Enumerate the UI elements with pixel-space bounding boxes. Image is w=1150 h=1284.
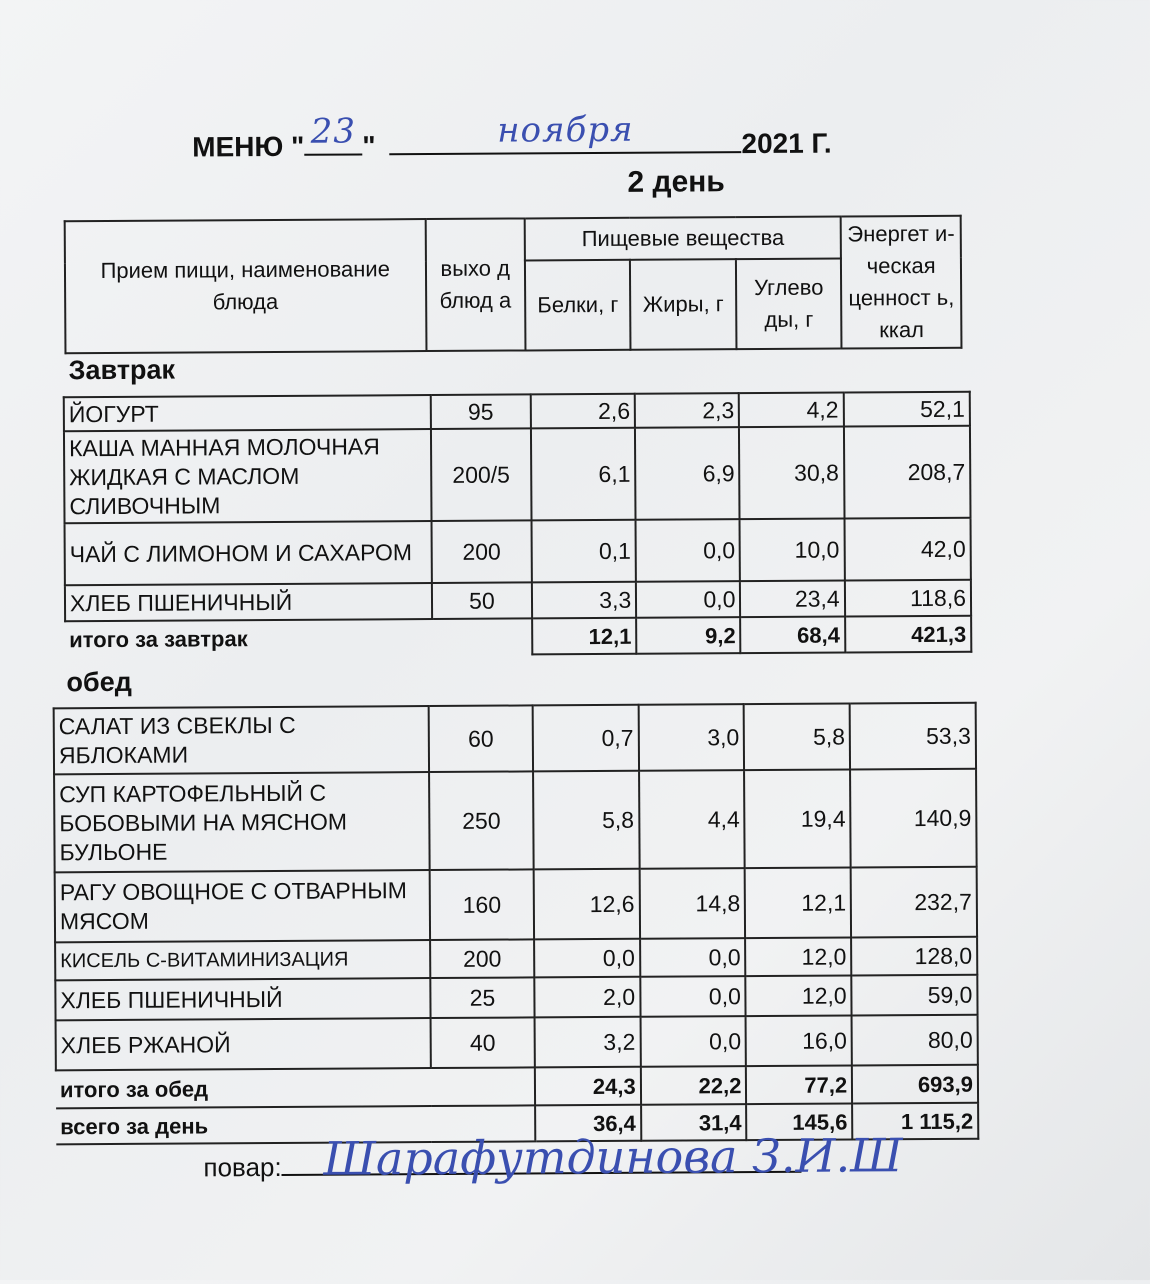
dish-protein: 0,0 [534, 939, 640, 978]
day-total-fat: 31,4 [641, 1104, 747, 1141]
col-protein: Белки, г [525, 260, 631, 351]
dish-protein: 5,8 [533, 771, 639, 870]
dish-fat: 0,0 [640, 1016, 746, 1067]
total-fat: 9,2 [636, 617, 740, 654]
table-row [55, 937, 977, 981]
date-month-handwritten: ноября [497, 109, 634, 151]
column-header-table [64, 215, 963, 354]
table-row [64, 426, 971, 524]
breakfast-table [63, 391, 973, 659]
dish-fat: 3,0 [638, 704, 744, 771]
lunch-total-label: итого за обед [56, 1067, 535, 1108]
dish-fat: 0,0 [640, 938, 746, 977]
dish-name: ХЛЕБ ПШЕНИЧНЫЙ [55, 978, 430, 1020]
dish-yield: 60 [429, 705, 533, 772]
dish-name: ЧАЙ С ЛИМОНОМ И САХАРОМ [65, 521, 432, 585]
dish-energy: 53,3 [850, 703, 976, 770]
dish-fat: 2,3 [635, 393, 739, 428]
col-fat: Жиры, г [630, 259, 736, 350]
dish-protein: 0,7 [533, 705, 639, 772]
dish-energy: 80,0 [852, 1015, 978, 1066]
dish-energy: 52,1 [843, 392, 970, 427]
table-row [54, 769, 977, 873]
dish-carbs: 12,0 [745, 937, 851, 976]
dish-name: САЛАТ ИЗ СВЕКЛЫ С ЯБЛОКАМИ [54, 706, 430, 774]
dish-energy: 42,0 [844, 518, 971, 581]
cook-signature: Шарафутдинова З.И.Ш [323, 1128, 903, 1186]
dish-carbs: 30,8 [739, 427, 844, 520]
menu-title-prefix: МЕНЮ " [192, 130, 305, 163]
day-total-energy: 1 115,2 [852, 1103, 978, 1140]
dish-name: РАГУ ОВОЩНОЕ С ОТВАРНЫМ МЯСОМ [55, 870, 431, 942]
dish-carbs: 12,0 [746, 975, 852, 1016]
date-month-blank [389, 109, 741, 155]
table-row [56, 1015, 978, 1071]
table-row [64, 392, 970, 432]
table-row [65, 580, 971, 622]
dish-carbs: 16,0 [746, 1015, 852, 1066]
dish-fat: 14,8 [639, 868, 745, 939]
col-nutrients: Пищевые вещества [525, 217, 842, 261]
table-row [54, 703, 976, 775]
dish-carbs: 10,0 [740, 519, 845, 582]
dish-protein: 0,1 [532, 520, 637, 583]
dish-fat: 0,0 [640, 976, 746, 1017]
dish-yield: 95 [431, 394, 531, 429]
date-day-blank [304, 111, 362, 155]
day-total-protein: 36,4 [535, 1105, 641, 1142]
day-label: 2 день [627, 165, 725, 199]
dish-yield: 40 [431, 1017, 535, 1068]
menu-title [192, 109, 892, 172]
dish-fat: 0,0 [636, 581, 740, 618]
dish-name: КИСЕЛЬ С-ВИТАМИНИЗАЦИЯ [55, 940, 430, 980]
menu-year: 2021 Г. [741, 127, 832, 160]
dish-yield: 160 [430, 869, 534, 940]
dish-fat: 6,9 [635, 427, 740, 520]
table-row [55, 975, 977, 1021]
dish-energy: 140,9 [850, 769, 976, 868]
total-energy: 421,3 [845, 616, 972, 653]
total-carbs: 68,4 [741, 617, 845, 654]
day-total-label: всего за день [56, 1105, 535, 1144]
total-fat: 22,2 [641, 1066, 747, 1105]
table-row [65, 518, 971, 586]
day-total-carbs: 145,6 [747, 1103, 853, 1140]
dish-yield: 200 [430, 939, 534, 978]
dish-carbs: 5,8 [744, 703, 850, 770]
dish-carbs: 12,1 [745, 867, 851, 938]
dish-name: ХЛЕБ ПШЕНИЧНЫЙ [65, 583, 432, 621]
dish-yield: 250 [429, 771, 533, 870]
cook-label: повар: [203, 1151, 282, 1183]
dish-energy: 128,0 [851, 937, 977, 976]
lunch-total-row [56, 1065, 978, 1109]
dish-protein: 2,0 [534, 977, 640, 1018]
total-protein: 12,1 [532, 618, 636, 655]
total-energy: 693,9 [852, 1065, 978, 1104]
dish-carbs: 19,4 [744, 769, 850, 868]
dish-fat: 4,4 [639, 770, 745, 869]
dish-yield: 25 [430, 977, 534, 1018]
total-protein: 24,3 [535, 1067, 641, 1106]
breakfast-total-label: итого за завтрак [65, 618, 532, 657]
menu-title-quote: " [362, 130, 376, 162]
dish-energy: 59,0 [852, 975, 978, 1016]
section-breakfast: Завтрак [68, 354, 176, 386]
dish-carbs: 23,4 [740, 581, 844, 618]
date-day-handwritten: 23 [310, 111, 357, 152]
section-lunch: обед [66, 666, 132, 698]
col-yield: выхо д блюд а [425, 218, 525, 351]
col-meal-name: Прием пищи, наименование блюда [65, 219, 426, 353]
dish-fat: 0,0 [636, 519, 741, 582]
lunch-table [53, 702, 980, 1146]
dish-carbs: 4,2 [739, 393, 843, 428]
dish-name: ХЛЕБ РЖАНОЙ [56, 1018, 431, 1070]
dish-protein: 3,2 [534, 1017, 640, 1068]
dish-name: КАША МАННАЯ МОЛОЧНАЯ ЖИДКАЯ С МАСЛОМ СЛИВОЧНЫМ [64, 429, 431, 523]
dish-protein: 2,6 [531, 394, 635, 429]
dish-protein: 12,6 [534, 869, 640, 940]
dish-name: ЙОГУРТ [64, 395, 431, 431]
total-carbs: 77,2 [746, 1065, 852, 1104]
dish-protein: 3,3 [532, 582, 636, 619]
dish-protein: 6,1 [531, 428, 636, 521]
table-row [55, 867, 977, 943]
dish-name: СУП КАРТОФЕЛЬНЫЙ С БОБОВЫМИ НА МЯСНОМ БУЛЬОНЕ [54, 772, 430, 872]
dish-yield: 200/5 [431, 428, 532, 521]
dish-yield: 50 [432, 582, 532, 619]
breakfast-total-row [65, 616, 971, 658]
col-carbs: Углево ды, г [736, 259, 842, 350]
dish-yield: 200 [431, 520, 532, 583]
dish-energy: 118,6 [845, 580, 972, 617]
dish-energy: 232,7 [851, 867, 977, 938]
col-energy: Энергет и-ческая ценност ь, ккал [841, 216, 961, 349]
dish-energy: 208,7 [844, 426, 971, 519]
